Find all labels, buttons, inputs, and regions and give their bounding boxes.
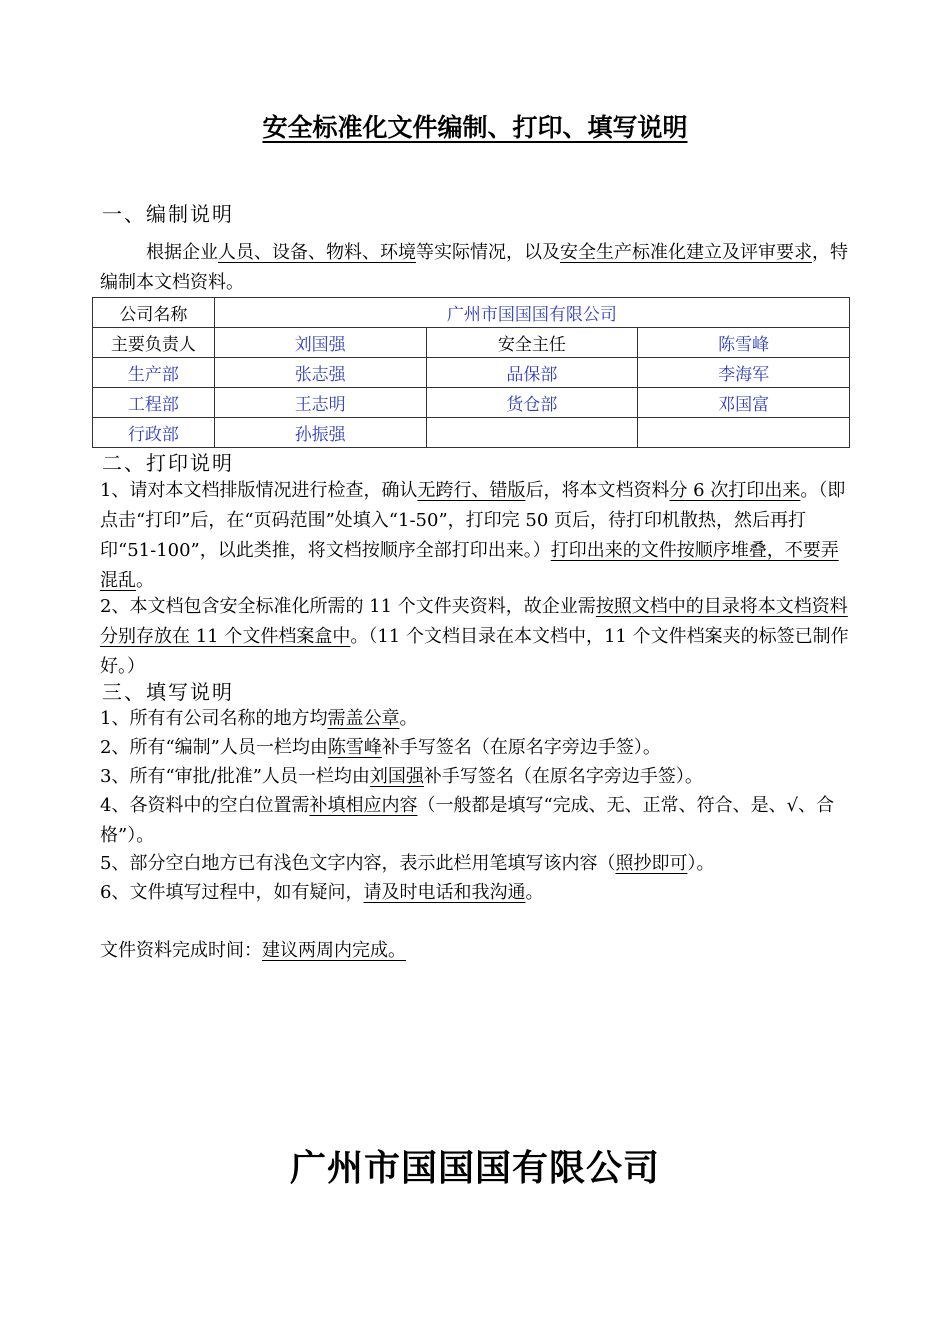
section2-heading: 二、打印说明 [102, 451, 234, 475]
table-row [93, 388, 850, 418]
section3-heading: 三、填写说明 [102, 680, 234, 704]
fill-instruction-2: 2、所有“编制”人员一栏均由陈雪峰补手写签名（在原名字旁边手签）。 [100, 737, 661, 758]
company-name-value: 广州市国国国有限公司 [214, 298, 849, 328]
fill-instruction-1: 1、所有有公司名称的地方均需盖公章。 [100, 708, 418, 729]
document-title: 安全标准化文件编制、打印、填写说明 [262, 113, 688, 142]
fill-instruction-5: 5、部分空白地方已有浅色文字内容，表示此栏用笔填写该内容（照抄即可）。 [100, 853, 715, 874]
table-cell: 孙振强 [214, 418, 426, 448]
table-cell: 刘国强 [214, 328, 426, 358]
completion-time: 文件资料完成时间：建议两周内完成。 [100, 940, 406, 961]
table-cell: 货仓部 [426, 388, 638, 418]
table-cell [638, 418, 850, 448]
table-row [93, 328, 850, 358]
table-cell: 工程部 [93, 388, 215, 418]
table-cell: 张志强 [214, 358, 426, 388]
table-cell: 安全主任 [426, 328, 638, 358]
fill-instruction-4: 4、各资料中的空白位置需补填相应内容（一般都是填写“完成、无、正常、符合、是、√、合格”）。 [100, 795, 835, 846]
company-info-table [92, 297, 850, 448]
table-cell: 陈雪峰 [638, 328, 850, 358]
table-cell: 李海军 [638, 358, 850, 388]
print-instruction-1: 1、请对本文档排版情况进行检查，确认无跨行、错版后，将本文档资料分 6 次打印出来。（即点击“打印”后，在“页码范围”处填入“1-50”，打印完 50 页后，待打印机散热，然后再打印“51-100”，以此类推，将文档按顺序全部打印出来。）打印出来的文件按顺序堆叠，不要弄混乱。 [100, 480, 846, 591]
company-name-footer: 广州市国国国有限公司 [289, 1148, 660, 1189]
table-cell: 主要负责人 [93, 328, 215, 358]
table-cell: 生产部 [93, 358, 215, 388]
fill-instruction-3: 3、所有“审批/批准”人员一栏均由刘国强补手写签名（在原名字旁边手签）。 [100, 766, 703, 787]
table-cell [426, 418, 638, 448]
table-row [93, 358, 850, 388]
fill-instruction-6: 6、文件填写过程中，如有疑问，请及时电话和我沟通。 [100, 882, 544, 903]
print-instruction-2: 2、本文档包含安全标准化所需的 11 个文件夹资料，故企业需按照文档中的目录将本文档资料分别存放在 11 个文件档案盒中。（11 个文档目录在本文档中，11 个文件档案夹的标签已制作好。） [100, 596, 849, 677]
section1-heading: 一、编制说明 [102, 202, 234, 226]
table-cell: 品保部 [426, 358, 638, 388]
table-cell: 邓国富 [638, 388, 850, 418]
section1-paragraph: 根据企业人员、设备、物料、环境等实际情况，以及安全生产标准化建立及评审要求，特编制本文档资料。 [100, 242, 848, 293]
company-name-label: 公司名称 [93, 298, 215, 328]
table-row [93, 298, 850, 328]
table-row [93, 418, 850, 448]
table-cell: 行政部 [93, 418, 215, 448]
table-cell: 王志明 [214, 388, 426, 418]
